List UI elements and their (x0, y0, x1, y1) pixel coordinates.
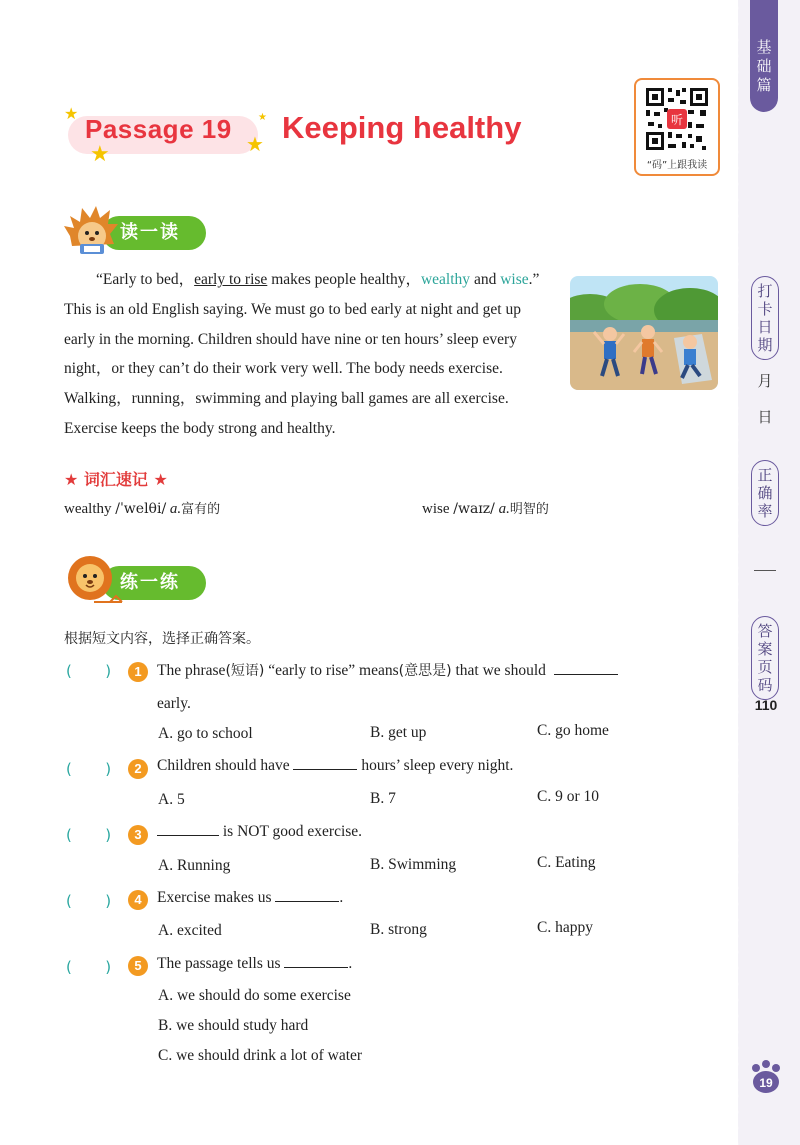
question-text-segment: . (348, 955, 353, 972)
answer-page-number: 110 (754, 697, 778, 713)
question-text-segment: hours’ sleep every night. (361, 757, 514, 774)
answer-bracket[interactable]: ( ) (66, 958, 112, 976)
question-text-segment: Exercise makes us (157, 889, 272, 906)
option-c[interactable]: C. go home (537, 722, 609, 739)
passage-text (64, 265, 594, 444)
day-label: 日 (757, 408, 773, 426)
vocab-heading: ★ 词汇速记 ★ (64, 470, 168, 489)
question-gloss: (意思是) (398, 663, 452, 679)
page-number-badge (748, 1060, 784, 1096)
question-text (157, 756, 513, 775)
question-text-segment: is NOT good exercise. (222, 823, 363, 840)
passage-segment: “Early to bed， (96, 271, 195, 288)
month-label: 月 (757, 372, 773, 390)
page-number: 19 (759, 1076, 773, 1090)
passage-segment: makes people healthy， (267, 271, 421, 288)
star-icon: ★ (258, 112, 267, 123)
star-icon: ★ (246, 132, 264, 156)
lion-icon (64, 550, 124, 610)
option-b[interactable]: B. Swimming (370, 856, 457, 873)
exercise-illustration (570, 276, 718, 390)
checkin-date-label (751, 276, 779, 360)
answer-bracket[interactable]: ( ) (66, 826, 112, 844)
passage-keyword: wealthy (420, 271, 471, 288)
paw-icon (748, 1060, 784, 1096)
question-continuation: early. (157, 695, 191, 712)
question-text-segment: The passage tells us (157, 955, 281, 972)
answer-blank[interactable] (293, 756, 357, 770)
passage-title (68, 110, 568, 170)
vocab-word: wise (422, 501, 450, 517)
question-text (157, 888, 343, 907)
hedgehog-icon (62, 202, 122, 262)
passage-paragraph (64, 265, 554, 444)
section-tab-label: 基础篇 (756, 38, 772, 94)
answer-blank[interactable] (157, 822, 219, 836)
vocab-item (64, 498, 220, 518)
read-section-label: 读一读 (102, 216, 206, 250)
passage-underlined-phrase: early to rise (194, 271, 268, 288)
question-number: 3 (128, 825, 148, 845)
vocab-pos: a. (169, 501, 182, 517)
option-c[interactable]: C. Eating (537, 854, 596, 871)
passage-title-text: Keeping healthy (282, 110, 522, 145)
qr-caption: “码”上跟我读 (646, 160, 708, 171)
question-number: 2 (128, 759, 148, 779)
option-a[interactable]: A. we should do some exercise (158, 987, 351, 1004)
question-number: 1 (128, 662, 148, 682)
star-icon: ★ (64, 104, 79, 123)
answer-page-label (751, 616, 779, 700)
answer-bracket[interactable]: ( ) (66, 892, 112, 910)
qr-code[interactable] (634, 78, 720, 176)
question-number: 4 (128, 890, 148, 910)
instruction: 根据短文内容，选择正确答案。 (64, 631, 260, 647)
question-text (157, 660, 618, 680)
question-text (157, 822, 362, 841)
question-gloss: (短语) (225, 663, 265, 679)
option-c[interactable]: C. we should drink a lot of water (158, 1047, 363, 1064)
read-section-header (62, 202, 212, 266)
option-c[interactable]: C. 9 or 10 (537, 788, 599, 805)
qr-listen-text: 听 (670, 113, 684, 127)
vocab-item (422, 498, 549, 518)
answer-bracket[interactable]: ( ) (66, 662, 112, 680)
option-a[interactable]: A. go to school (158, 725, 253, 742)
vocab-meaning: 明智的 (509, 502, 549, 517)
passage-segment: and (470, 271, 501, 288)
checkin-date-text: 打卡日期 (757, 282, 773, 354)
section-tab (750, 0, 778, 112)
accuracy-blank-line (754, 570, 776, 571)
practice-section-label: 练一练 (102, 566, 206, 600)
question-text-segment: that we should (451, 662, 546, 679)
answer-blank[interactable] (554, 661, 618, 675)
question-number: 5 (128, 956, 148, 976)
question-text-segment: Children should have (157, 757, 290, 774)
option-a[interactable]: A. Running (158, 857, 231, 874)
question-text-segment: . (339, 889, 344, 906)
vocab-meaning: 富有的 (181, 502, 221, 517)
question-text-segment: “early to rise” means (264, 662, 399, 679)
passage-keyword: wise (500, 271, 529, 288)
answer-blank[interactable] (275, 888, 339, 902)
passage-segment: .” This is an old English saying. We must go to bed early at night and get up early in the morning. Children should have nine or ten hours’ sleep every night，or they can’t do their work very well. The body needs exercise. Walking，running，swimming and playing ball games are all exercise. Exercise keeps the body strong and healthy. (64, 271, 540, 437)
answer-bracket[interactable]: ( ) (66, 760, 112, 778)
option-a[interactable]: A. excited (158, 922, 222, 939)
question-text-segment: The phrase (157, 662, 226, 679)
qr-code-icon (644, 86, 710, 152)
question-text (157, 954, 352, 973)
side-margin-band (738, 0, 800, 1145)
accuracy-text: 正确率 (757, 466, 773, 520)
star-icon: ★ (90, 142, 110, 167)
vocab-phonetic: /ˈwelθi/ (115, 501, 167, 517)
option-b[interactable]: B. strong (370, 921, 427, 938)
accuracy-label (751, 460, 779, 526)
option-b[interactable]: B. we should study hard (158, 1017, 309, 1034)
option-a[interactable]: A. 5 (158, 791, 185, 808)
passage-number: Passage 19 (85, 114, 232, 144)
vocab-word: wealthy (64, 501, 112, 517)
answer-blank[interactable] (284, 954, 348, 968)
option-c[interactable]: C. happy (537, 919, 593, 936)
vocab-phonetic: /waɪz/ (453, 501, 495, 517)
vocab-pos: a. (498, 501, 510, 517)
practice-section-header (62, 552, 212, 616)
option-b[interactable]: B. 7 (370, 790, 396, 807)
option-b[interactable]: B. get up (370, 724, 427, 741)
answer-page-text: 答案页码 (757, 622, 773, 694)
